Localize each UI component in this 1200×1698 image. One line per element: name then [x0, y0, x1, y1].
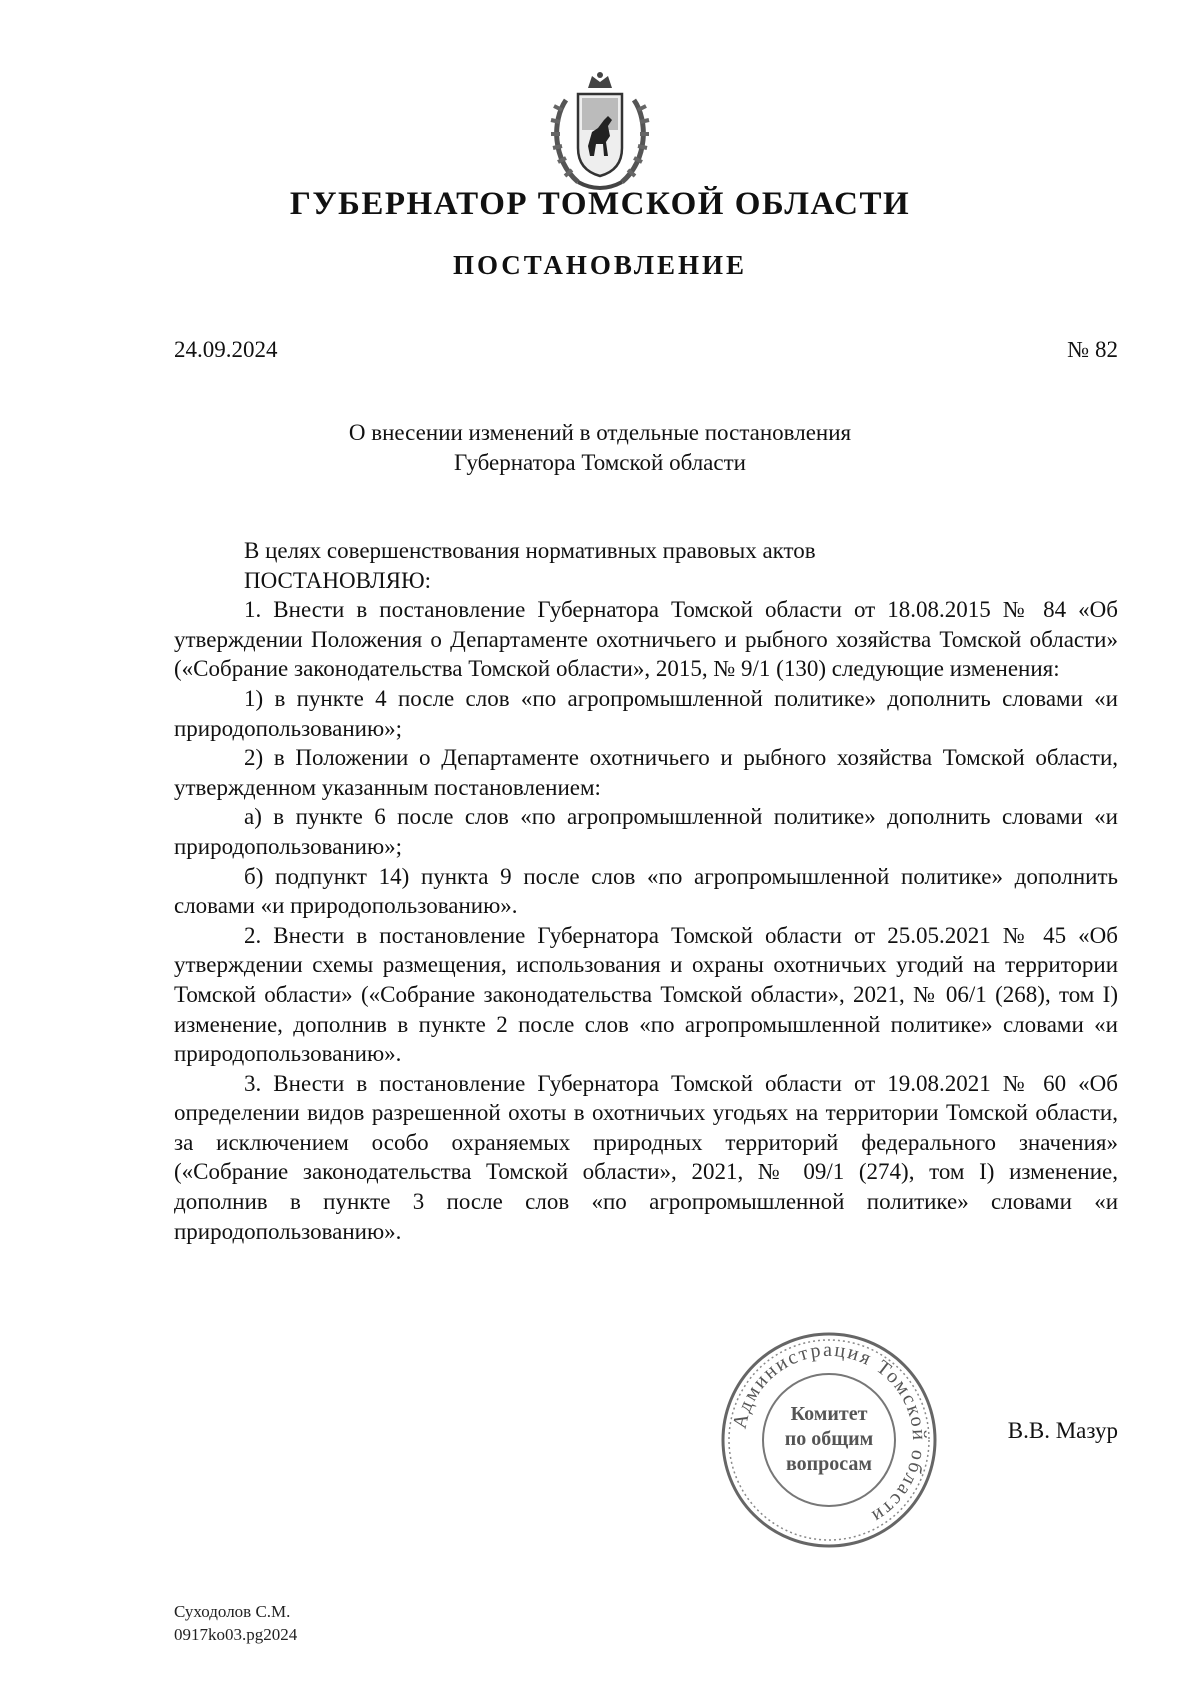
footer-author: Суходолов С.М.: [174, 1602, 291, 1621]
body-paragraph: а) в пункте 6 после слов «по агропромышленной политике» дополнить словами «и природопользованию»;: [174, 804, 1118, 859]
seal-center-line: вопросам: [785, 1453, 873, 1475]
body-paragraph: 3. Внести в постановление Губернатора Томской области от 19.08.2021 № 60 «Об определении видов разрешенной охоты в охотничьих угодьях на территории Томской области, за исключением особо охраняемых природных территорий федерального значения» («Собрание законодательства Томской области», 2021, № 09/1 (274), том I) изменение, дополнив в пункте 3 после слов «по агропромышленной политике» словами «и природопользованию».: [174, 1070, 1118, 1244]
document-subject: [250, 418, 950, 478]
seal-center-text: [717, 1402, 941, 1477]
decree-word: ПОСТАНОВЛЯЮ:: [244, 567, 432, 593]
body-paragraph: 2. Внести в постановление Губернатора Томской области от 25.05.2021 № 45 «Об утверждении схемы размещения, использования и охраны охотничьих угодий на территории Томской области» («Собрание законодательства Томской области», 2021, № 06/1 (268), том I) изменение, дополнив в пункте 2 после слов «по агропромышленной политике» словами «и природопользованию».: [174, 922, 1118, 1067]
preamble-paragraph: В целях совершенствования нормативных правовых актов: [244, 538, 816, 563]
document-date: 24.09.2024: [174, 337, 278, 362]
document-number: № 82: [1067, 337, 1118, 362]
document-type: ПОСТАНОВЛЕНИЕ: [452, 250, 748, 280]
body-paragraph: 1. Внести в постановление Губернатора Томской области от 18.08.2015 № 84 «Об утверждении Положения о Департаменте охотничьего и рыбного хозяйства Томской области» («Собрание законодательства Томской области», 2015, № 9/1 (130) следующие изменения:: [174, 597, 1118, 682]
body-paragraph: б) подпункт 14) пункта 9 после слов «по агропромышленной политике» дополнить словами «и природопользованию».: [174, 863, 1118, 919]
subject-line: Губернатора Томской области: [454, 450, 746, 475]
footer: [174, 1600, 297, 1646]
seal-center-line: Комитет: [790, 1403, 868, 1425]
body-paragraph: 1) в пункте 4 после слов «по агропромышленной политике» дополнить словами «и природопользованию»;: [174, 685, 1118, 741]
subject-line: О внесении изменений в отдельные постановления: [348, 420, 852, 445]
seal-ring-text: Администрация Томской области: [728, 1338, 931, 1529]
document-body: [174, 536, 1118, 1246]
seal-center-line: по общим: [784, 1428, 874, 1450]
signer-name: В.В. Мазур: [1007, 1418, 1118, 1443]
issuer-title: ГУБЕРНАТОР ТОМСКОЙ ОБЛАСТИ: [289, 186, 911, 222]
footer-file-code: 0917ko03.pg2024: [174, 1625, 298, 1644]
body-paragraph: 2) в Положении о Департаменте охотничьего и рыбного хозяйства Томской области, утвержденном указанным постановлением:: [174, 745, 1118, 800]
coat-of-arms-emblem: [548, 70, 652, 196]
